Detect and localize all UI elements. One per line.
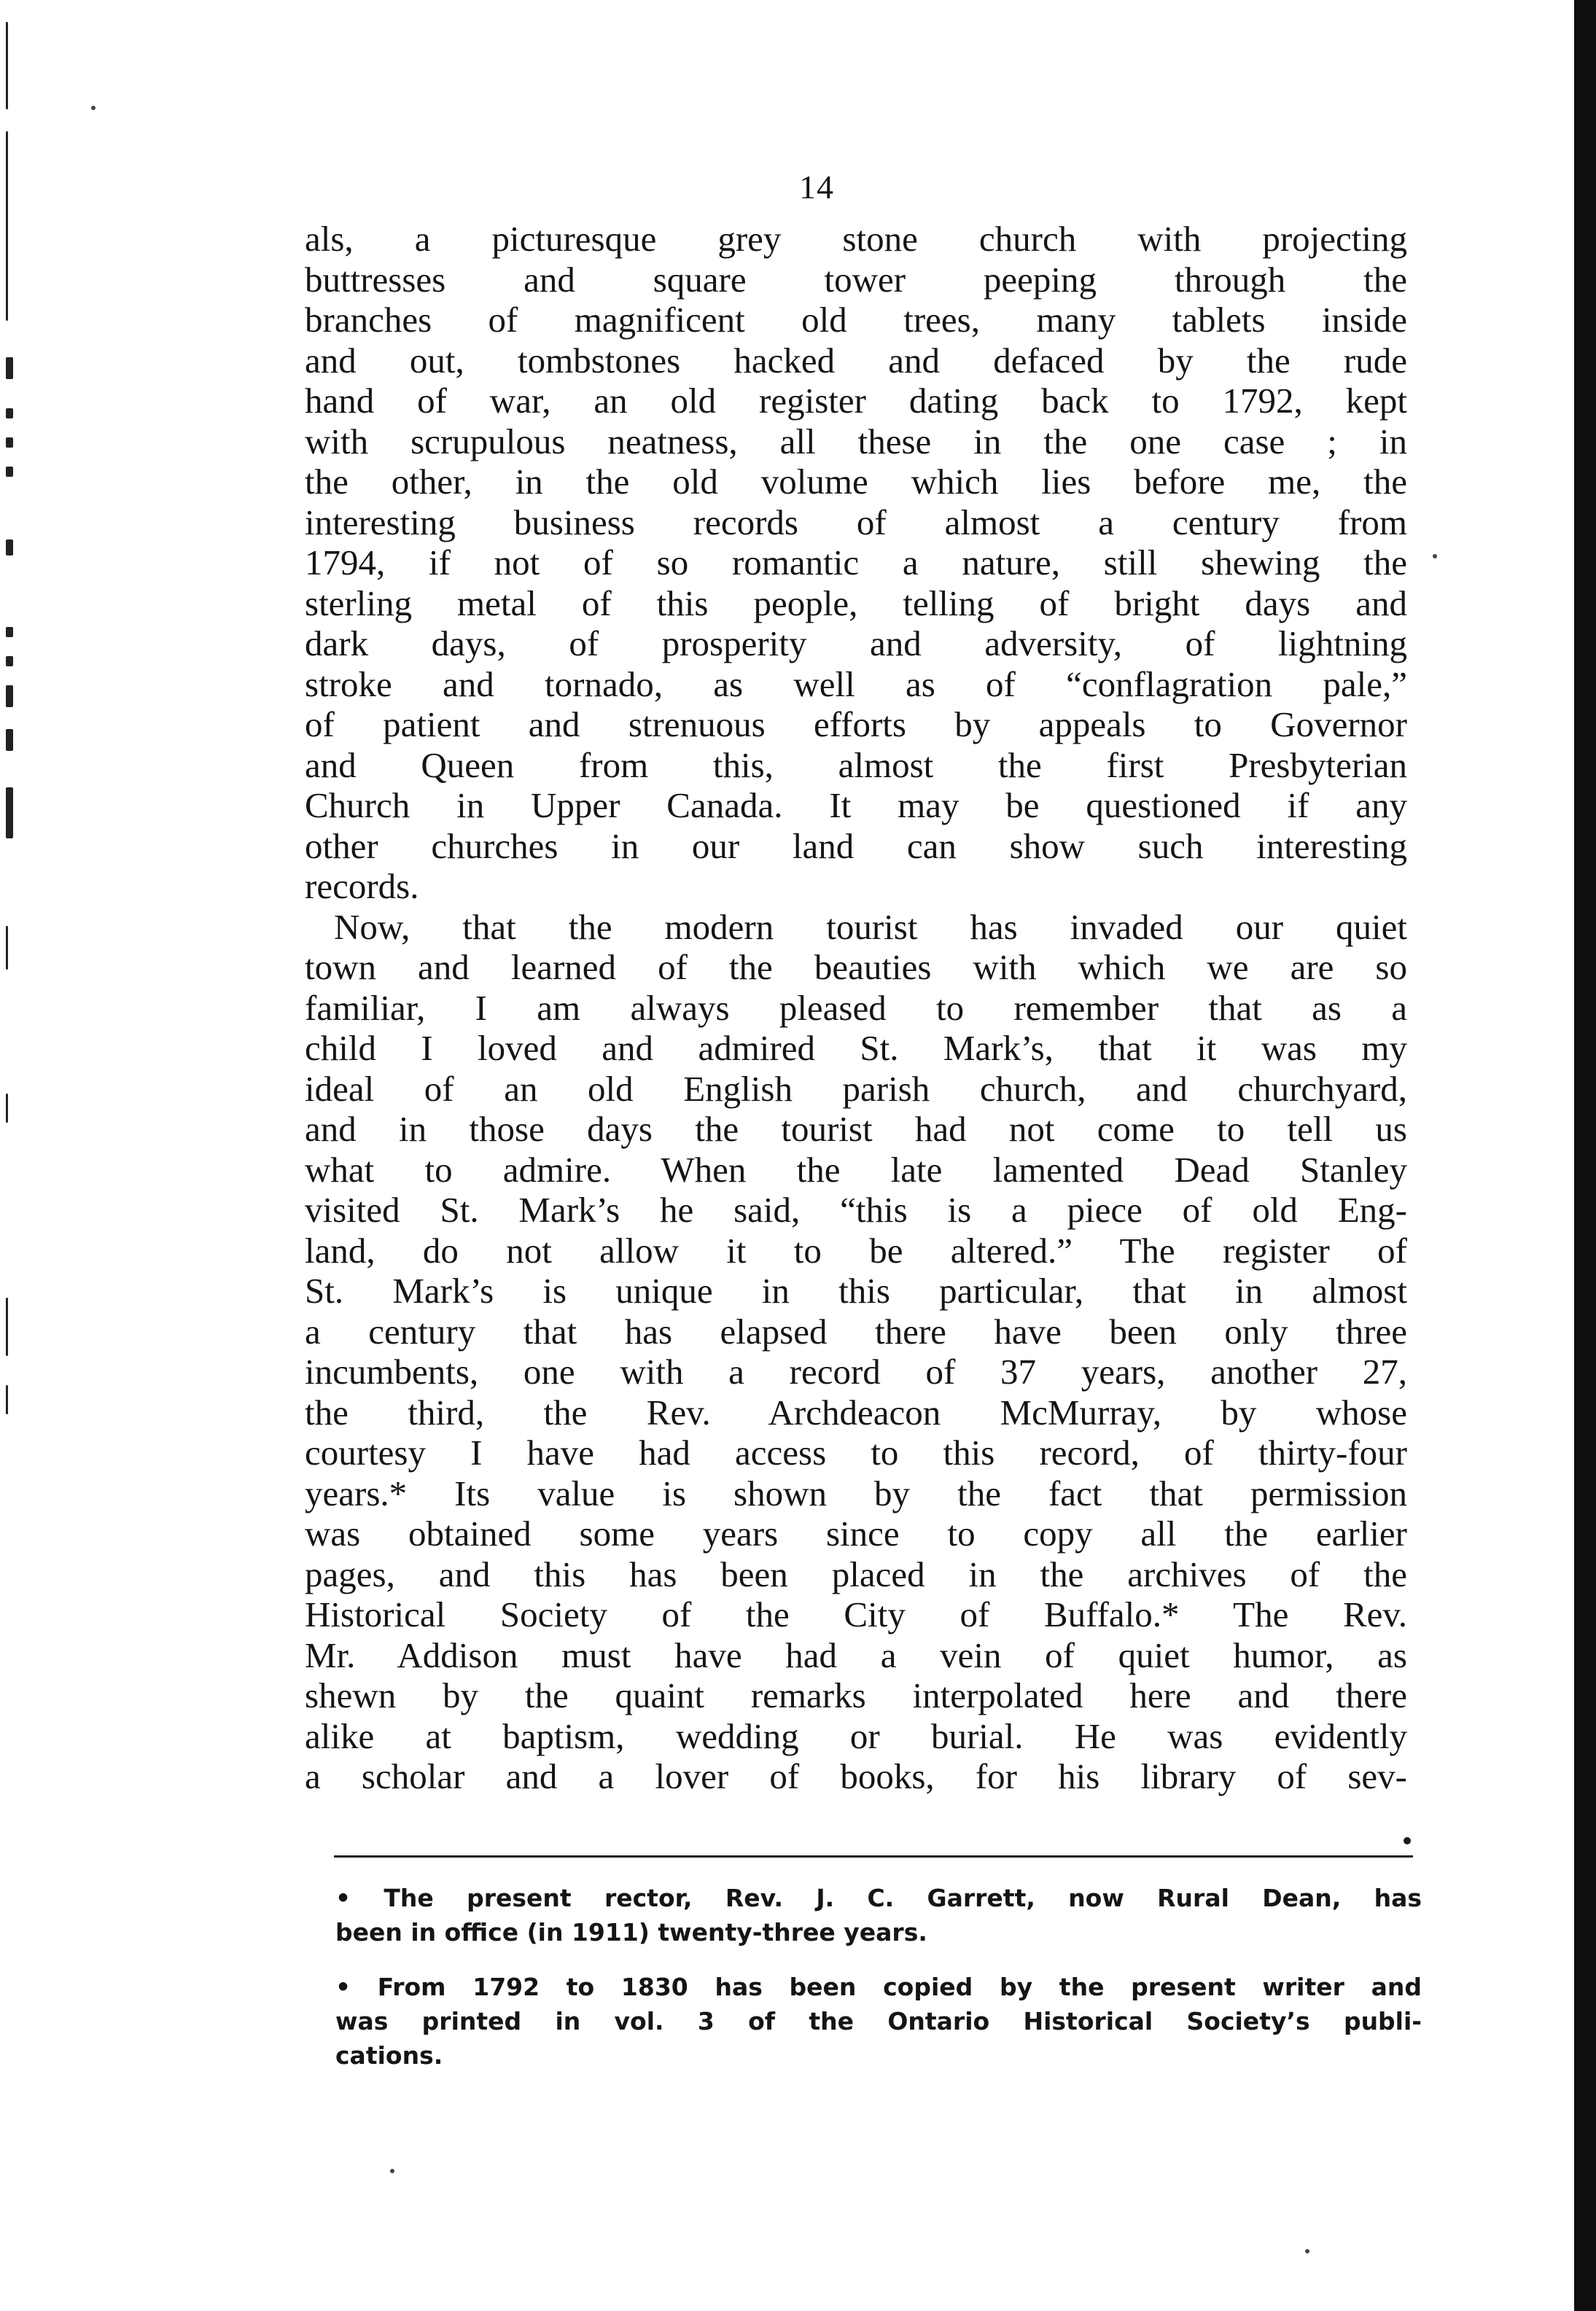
binding-marks — [6, 0, 20, 1531]
text-line: Church in Upper Canada. It may be questioned if any — [305, 785, 1407, 825]
text-line: incumbents, one with a record of 37 years, another 27, — [305, 1352, 1407, 1392]
rule-dot — [1404, 1837, 1411, 1844]
text-line: land, do not allow it to be altered.” The register of — [305, 1230, 1407, 1271]
text-line: pages, and this has been placed in the archives of the — [305, 1554, 1407, 1594]
body-text — [305, 219, 1407, 1797]
text-line: a century that has elapsed there have been only three — [305, 1311, 1407, 1352]
footnote-rule — [334, 1855, 1413, 1858]
text-line: the other, in the old volume which lies before me, the — [305, 461, 1407, 502]
stray-mark — [390, 2169, 394, 2173]
text-line: courtesy I have had access to this record, of thirty-four — [305, 1433, 1407, 1473]
footnote-line: been in office (in 1911) twenty-three years. — [335, 1918, 927, 1946]
text-line: a scholar and a lover of books, for his library of sev- — [305, 1756, 1407, 1796]
text-line: dark days, of prosperity and adversity, of lightning — [305, 623, 1407, 663]
text-line: St. Mark’s is unique in this particular, that in almost — [305, 1271, 1407, 1311]
text-line: of patient and strenuous efforts by appeals to Governor — [305, 704, 1407, 744]
text-line: records. — [305, 866, 419, 906]
text-line: familiar, I am always pleased to remember that as a — [305, 987, 1407, 1028]
text-line: other churches in our land can show such interesting — [305, 825, 1407, 866]
text-line: with scrupulous neatness, all these in the one case ; in — [305, 421, 1407, 461]
text-line: Mr. Addison must have had a vein of quiet humor, as — [305, 1634, 1407, 1675]
page-number: 14 — [799, 168, 834, 206]
text-line: town and learned of the beauties with which we are so — [305, 947, 1407, 987]
footnote — [335, 1970, 1422, 2073]
text-line: and out, tombstones hacked and defaced by the rude — [305, 340, 1407, 381]
text-line: the third, the Rev. Archdeacon McMurray, by whose — [305, 1392, 1407, 1433]
text-line: what to admire. When the late lamented Dead Stanley — [305, 1149, 1407, 1190]
text-line: 1794, if not of so romantic a nature, still shewing the — [305, 542, 1407, 582]
text-line: branches of magnificent old trees, many tablets inside — [305, 300, 1407, 340]
text-line: stroke and tornado, as well as of “conflagration pale,” — [305, 663, 1407, 704]
text-line: hand of war, an old register dating back to 1792, kept — [305, 381, 1407, 421]
text-line: ideal of an old English parish church, and churchyard, — [305, 1068, 1407, 1109]
text-line: visited St. Mark’s he said, “this is a piece of old Eng- — [305, 1190, 1407, 1230]
text-line: years.* Its value is shown by the fact that permission — [305, 1473, 1407, 1513]
footnotes — [335, 1881, 1422, 2093]
footnote-line: • The present rector, Rev. J. C. Garrett, now Rural Dean, has — [335, 1884, 1422, 1912]
footnote-line: • From 1792 to 1830 has been copied by the present writer and — [335, 1973, 1422, 2001]
text-line: was obtained some years since to copy all the earlier — [305, 1513, 1407, 1554]
text-line: buttresses and square tower peeping through the — [305, 259, 1407, 300]
footnote-line: was printed in vol. 3 of the Ontario Historical Society’s publi- — [335, 2007, 1422, 2035]
text-line: interesting business records of almost a century from — [305, 502, 1407, 542]
text-line: and Queen from this, almost the first Presbyterian — [305, 744, 1407, 785]
text-line: Now, that the modern tourist has invaded our quiet — [334, 906, 1407, 947]
footnote — [335, 1881, 1422, 1949]
text-line: shewn by the quaint remarks interpolated here and there — [305, 1675, 1407, 1715]
text-line: Historical Society of the City of Buffalo.* The Rev. — [305, 1594, 1407, 1634]
stray-mark — [1433, 554, 1437, 558]
stray-mark — [91, 106, 96, 110]
text-line: alike at baptism, wedding or burial. He was evidently — [305, 1715, 1407, 1756]
text-line: and in those days the tourist had not come to tell us — [305, 1109, 1407, 1149]
text-line: als, a picturesque grey stone church with projecting — [305, 219, 1407, 259]
scan-edge-shadow — [1574, 0, 1596, 2311]
text-line: child I loved and admired St. Mark’s, that it was my — [305, 1028, 1407, 1068]
text-line: sterling metal of this people, telling of bright days and — [305, 582, 1407, 623]
footnote-line: cations. — [335, 2041, 443, 2070]
stray-mark — [1305, 2249, 1309, 2253]
